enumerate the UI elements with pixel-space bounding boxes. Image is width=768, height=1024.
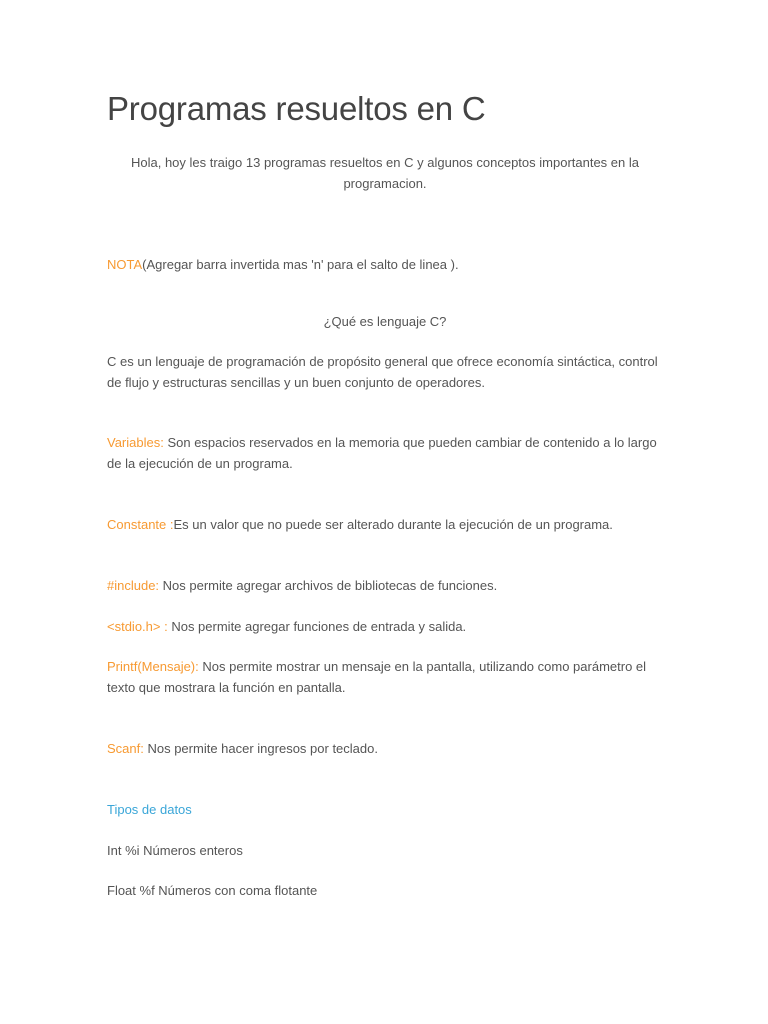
stdio-term: <stdio.h> : (107, 619, 168, 634)
constante-term: Constante : (107, 517, 174, 532)
printf-definition (107, 656, 663, 698)
float-type-line: Float %f Números con coma flotante (107, 883, 318, 898)
question-heading: ¿Qué es lenguaje C? (323, 314, 447, 329)
variables-term: Variables: (107, 435, 164, 450)
int-type-line: Int %i Números enteros (107, 843, 243, 858)
c-description-paragraph: C es un lenguaje de programación de propósito general que ofrece economía sintáctica, control de flujo y estructuras sencillas y un buen conjunto de operadores. (107, 354, 658, 390)
include-definition (107, 575, 663, 596)
intro-paragraph: Hola, hoy les traigo 13 programas resueltos en C y algunos conceptos importantes en la programacion. (130, 155, 639, 191)
nota-text: (Agregar barra invertida mas 'n' para el salto de linea ). (142, 257, 459, 272)
include-term: #include: (107, 578, 160, 593)
stdio-text: Nos permite agregar funciones de entrada y salida. (167, 619, 467, 634)
nota-label: NOTA (107, 257, 143, 272)
scanf-text: Nos permite hacer ingresos por teclado. (143, 741, 378, 756)
include-text: Nos permite agregar archivos de bibliotecas de funciones. (159, 578, 498, 593)
variables-definition (107, 432, 663, 474)
scanf-definition (107, 738, 663, 759)
scanf-term: Scanf: (107, 741, 144, 756)
page-title: Programas resueltos en C (107, 90, 486, 127)
nota-paragraph (107, 254, 663, 275)
variables-text: Son espacios reservados en la memoria que pueden cambiar de contenido a lo largo de la ejecución de un programa. (107, 435, 657, 471)
stdio-definition (107, 616, 663, 637)
constante-definition (107, 514, 663, 535)
printf-text: Nos permite mostrar un mensaje en la pantalla, utilizando como parámetro el texto que mostrara la función en pantalla. (107, 659, 647, 695)
constante-text: Es un valor que no puede ser alterado durante la ejecución de un programa. (173, 517, 613, 532)
data-types-heading: Tipos de datos (107, 802, 192, 817)
printf-term: Printf(Mensaje): (107, 659, 199, 674)
